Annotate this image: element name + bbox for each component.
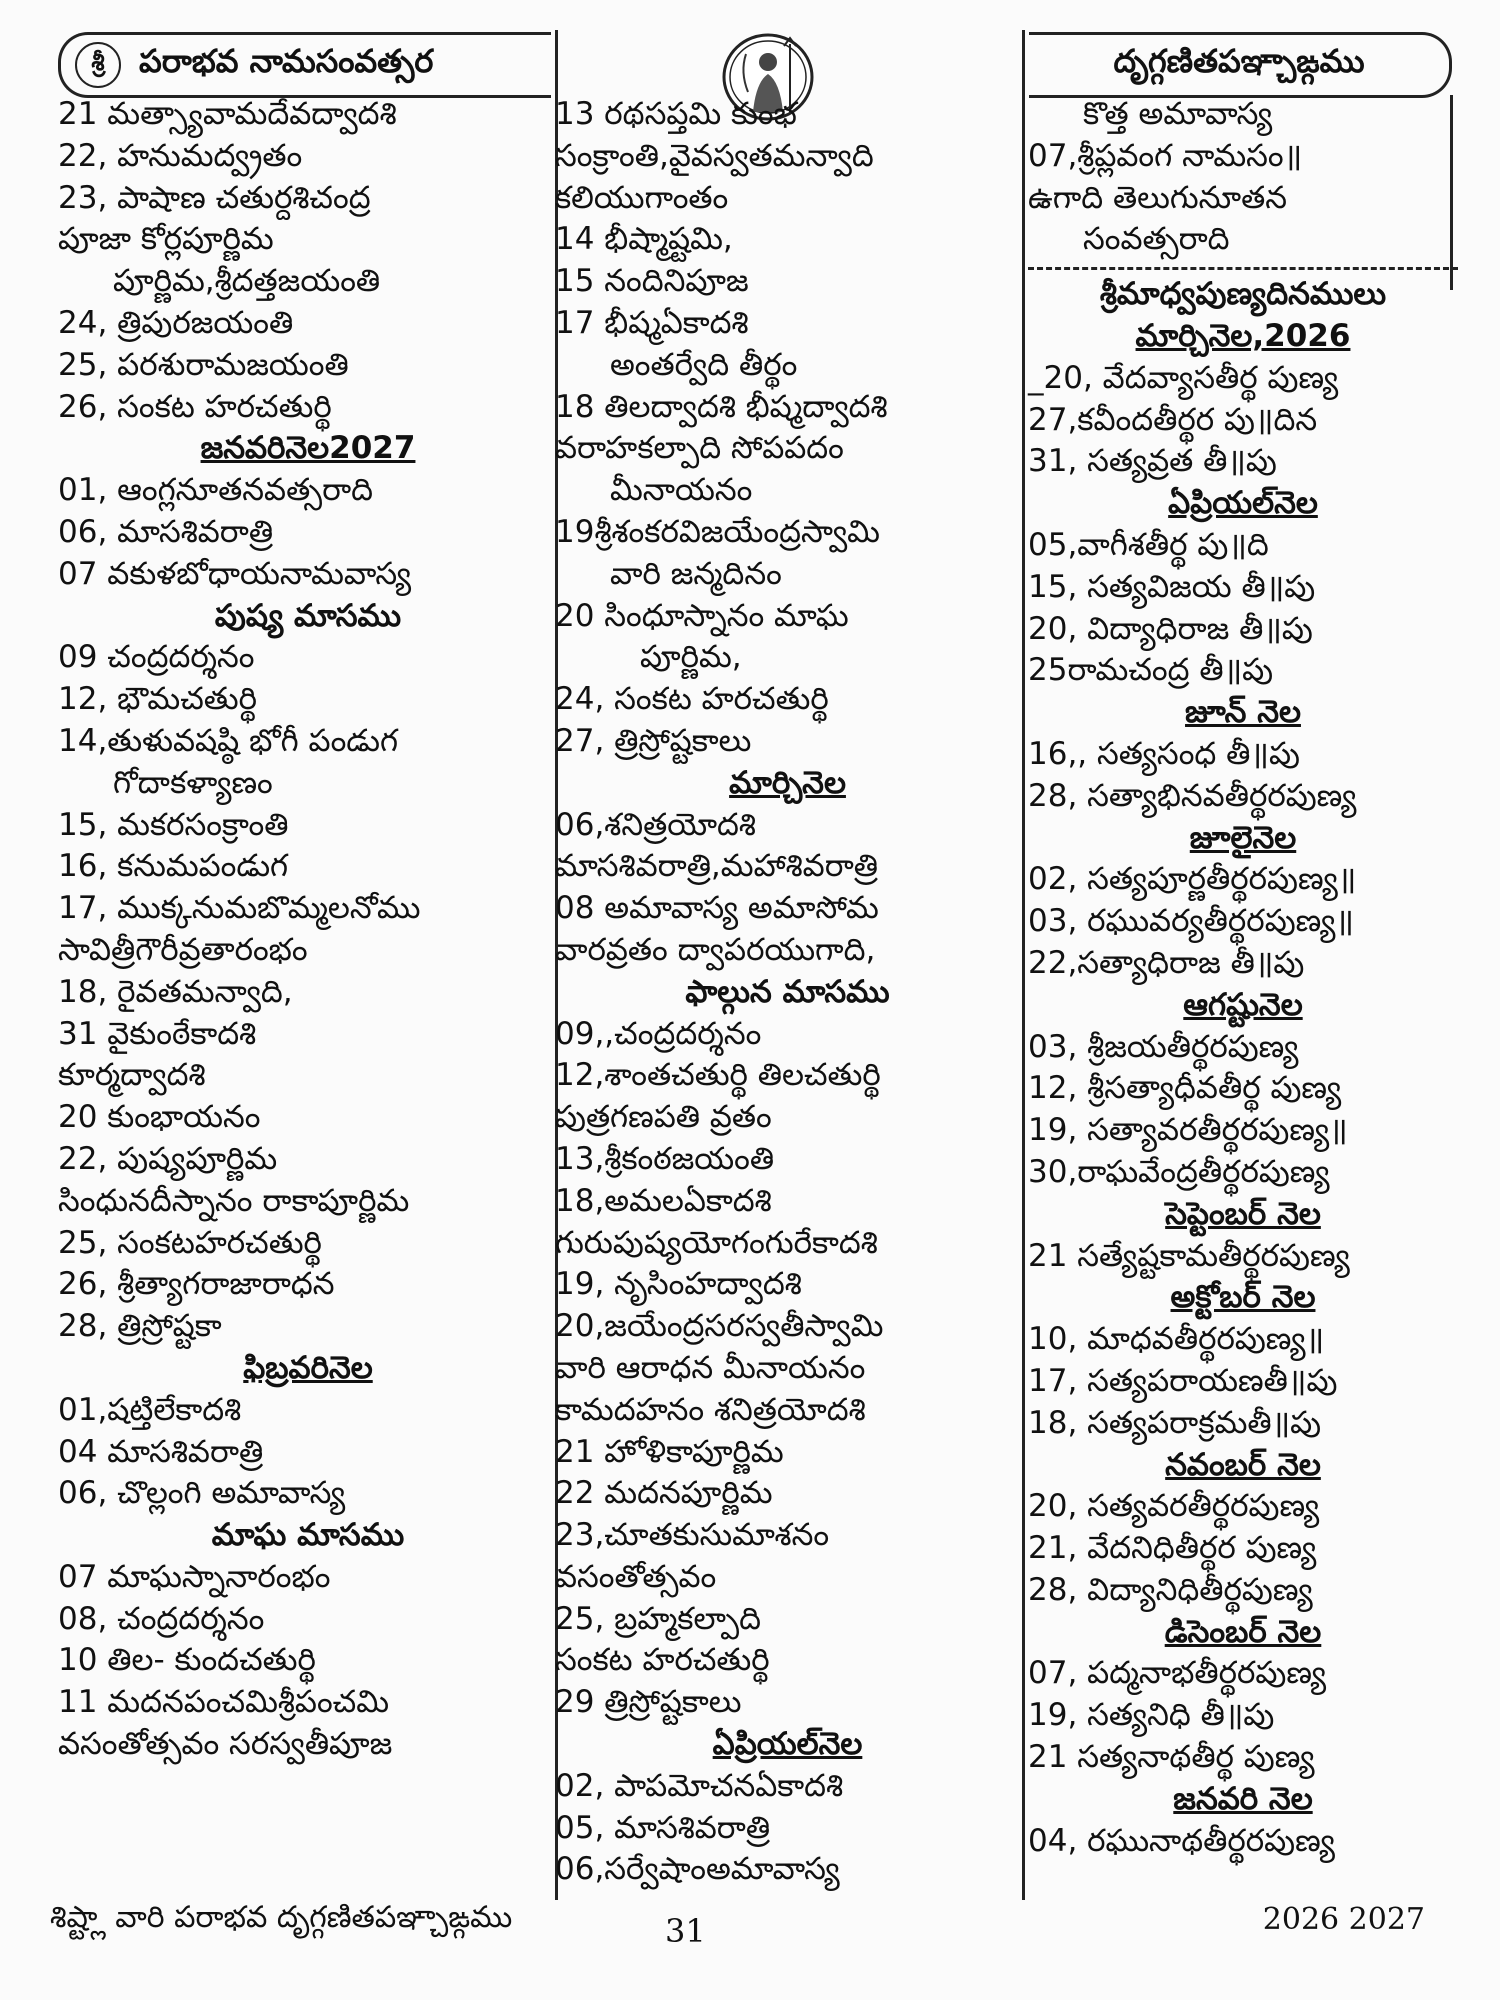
festival-entry: వారి ఆరాధన మీనాయనం — [555, 1349, 866, 1386]
festival-entry: 31 వైకుంఠేకాదశి — [58, 1015, 257, 1052]
section-heading: మార్చినెల,2026 — [1135, 317, 1351, 354]
festival-entry: గురుపుష్యయోగంగురేకాదశి — [555, 1224, 878, 1261]
festival-entry: 23,చూతకుసుమాశనం — [555, 1517, 830, 1554]
festival-entry: 16,, సత్యసంధ తీ॥పు — [1028, 735, 1300, 772]
festival-entry: 12, భౌమచతుర్థి — [58, 681, 257, 718]
festival-entry: 05, మాసశివరాత్రి — [555, 1809, 771, 1846]
festival-entry: సింధునదీస్నానం రాకాపూర్ణిమ — [58, 1182, 410, 1219]
festival-entry: 18, రైవతమన్వాది, — [58, 973, 293, 1010]
festival-entry: 10, మాధవతీర్థరపుణ్య॥ — [1028, 1321, 1325, 1358]
section-heading: పుష్య మాసము — [214, 597, 402, 634]
header-left-banner — [58, 32, 551, 98]
column-divider-2 — [1022, 30, 1025, 1900]
festival-entry: 25, పరశురామజయంతి — [58, 346, 349, 383]
festival-entry: 31, సత్యవ్రత తీ॥పు — [1028, 443, 1277, 480]
column-2 — [555, 94, 1020, 1891]
festival-entry: 20, విద్యాధిరాజ తీ॥పు — [1028, 610, 1313, 647]
festival-entry: 12, శ్రీసత్యాధీవతీర్థ పుణ్య — [1028, 1070, 1342, 1107]
festival-entry: 25, సంకటహరచతుర్థి — [58, 1224, 322, 1261]
festival-entry: 09,,చంద్రదర్శనం — [555, 1015, 762, 1052]
festival-entry: 20, సత్యవరతీర్థరపుణ్య — [1028, 1488, 1320, 1525]
festival-entry: 01, ఆంగ్లనూతనవత్సరాది — [58, 472, 374, 509]
festival-entry: 23, పాషాణ చతుర్దశిచంద్ర — [58, 179, 371, 216]
festival-entry: 07,శ్రీప్లవంగ నామసం॥ — [1028, 137, 1303, 174]
festival-entry: ఉగాది తెలుగునూతన — [1028, 179, 1288, 216]
section-heading: డిసెంబర్ నెల — [1164, 1613, 1322, 1650]
sri-symbol: శ్రీ — [75, 42, 121, 88]
festival-entry: 07 మాఘస్నానారంభం — [58, 1558, 331, 1595]
column-3 — [1028, 94, 1458, 1862]
festival-entry: 15, మకరసంక్రాంతి — [58, 806, 289, 843]
festival-entry: పూజా కోర్లపూర్ణిమ — [58, 221, 274, 258]
festival-entry: 20 కుంభాయనం — [58, 1099, 261, 1136]
festival-entry: 19శ్రీశంకరవిజయేంద్రస్వామి — [555, 513, 880, 550]
festival-entry: 26, సంకట హరచతుర్థి — [58, 388, 332, 425]
header-right-title: దృగ్గణితపఞ్చాఙ్గము — [1113, 42, 1365, 80]
section-heading: ఫిబ్రవరినెల — [243, 1349, 373, 1386]
festival-entry: 18 తిలద్వాదశి భీష్మద్వాదశి — [555, 388, 888, 425]
section-heading: ఫాల్గున మాసము — [685, 973, 890, 1010]
festival-entry: 14,తుళువషష్ఠి భోగీ పండుగ — [58, 722, 399, 759]
festival-entry: 22, హనుమద్వ్రతం — [58, 137, 303, 174]
festival-entry: 06,శనిత్రయోదశి — [555, 806, 756, 843]
festival-entry: 13 రథసప్తమి కుంభ — [555, 96, 797, 132]
festival-entry: 25రామచంద్ర తీ॥పు — [1028, 652, 1274, 689]
festival-entry: 27,కవీందతీర్థర పు॥దిన — [1028, 401, 1318, 438]
header-left-title: పరాభవ నామసంవత్సర — [139, 42, 434, 80]
festival-entry: 24, సంకట హరచతుర్థి — [555, 681, 829, 718]
festival-entry: కలియుగాంతం — [555, 179, 729, 216]
festival-entry: 07, పద్మనాభతీర్థరపుణ్య — [1028, 1655, 1327, 1692]
festival-entry: 29 త్రిస్రోష్టకాలు — [555, 1684, 742, 1721]
footer-years: 2026 2027 — [1262, 1902, 1425, 1937]
festival-entry: సంకట హరచతుర్థి — [555, 1642, 770, 1679]
section-heading: నవంబర్ నెల — [1165, 1446, 1321, 1483]
header-right-banner — [1029, 32, 1452, 98]
festival-entry: 17, సత్యపరాయణతీ॥పు — [1028, 1362, 1338, 1399]
festival-entry: 04 మాసశివరాత్రి — [58, 1433, 264, 1470]
festival-entry: 22,సత్యాధిరాజ తీ॥పు — [1028, 944, 1305, 981]
festival-entry: వరాహకల్పాది సోపపదం — [555, 430, 844, 467]
section-heading: ఆగష్టునెల — [1183, 986, 1303, 1023]
festival-entry: 03, శ్రీజయతీర్థరపుణ్య — [1028, 1028, 1299, 1065]
festival-entry: గోదాకళ్యాణం — [113, 764, 273, 801]
festival-entry: మీనాయనం — [610, 472, 753, 509]
festival-entry: సావిత్రీగౌరీవ్రతారంభం — [58, 931, 308, 968]
festival-entry: 28, విద్యానిధితీర్థపుణ్య — [1028, 1571, 1313, 1608]
section-heading: శ్రీమాధ్వపుణ్యదినములు — [1099, 276, 1387, 313]
festival-entry: మాసశివరాత్రి,మహాశివరాత్రి — [555, 848, 878, 885]
festival-entry: 15, సత్యవిజయ తీ॥పు — [1028, 568, 1316, 605]
section-heading: జూలైనెల — [1189, 819, 1297, 856]
festival-entry: సంవత్సరాది — [1083, 221, 1230, 258]
festival-entry: 17, ముక్కనుమబొమ్మలనోము — [58, 890, 421, 927]
festival-entry: 03, రఘువర్యతీర్థరపుణ్య॥ — [1028, 903, 1355, 940]
festival-entry: అంతర్వేది తీర్థం — [610, 346, 798, 383]
festival-entry: 22, పుష్యపూర్ణిమ — [58, 1140, 278, 1177]
festival-entry: 11 మదనపంచమిశ్రీపంచమి — [58, 1684, 390, 1721]
festival-entry: 28, త్రిస్రోష్టకా — [58, 1308, 222, 1345]
festival-entry: 28, సత్యాభినవతీర్థరపుణ్య — [1028, 777, 1357, 814]
festival-entry: కొత్త అమావాస్య — [1083, 96, 1273, 132]
festival-entry: 15 నందినిపూజ — [555, 263, 749, 300]
festival-entry: 20 సింధూస్నానం మాఘ — [555, 597, 849, 634]
section-heading: మార్చినెల — [729, 764, 846, 801]
festival-entry: 22 మదనపూర్ణిమ — [555, 1475, 773, 1512]
column-1 — [58, 94, 558, 1766]
festival-entry: సంక్రాంతి,వైవస్వతమన్వాది — [555, 137, 874, 174]
festival-entry: 09 చంద్రదర్శనం — [58, 639, 255, 676]
section-heading: అక్టోబర్ నెల — [1170, 1279, 1316, 1316]
festival-entry: 05,వాగీశతీర్థ పు॥ది — [1028, 526, 1269, 563]
section-heading: జనవరి నెల — [1173, 1780, 1313, 1817]
festival-entry: 06, మాసశివరాత్రి — [58, 513, 274, 550]
festival-entry: వసంతోత్సవం సరస్వతీపూజ — [58, 1726, 393, 1763]
festival-entry: కామదహనం శనిత్రయోదశి — [555, 1391, 866, 1428]
festival-entry: వారవ్రతం ద్వాపరయుగాది, — [555, 931, 876, 968]
festival-entry: 16, కనుమపండుగ — [58, 848, 289, 885]
festival-entry: కూర్మద్వాదశి — [58, 1057, 206, 1094]
festival-entry: వారి జన్మదినం — [610, 555, 782, 592]
page-header — [58, 32, 1452, 92]
festival-entry: 06, చొల్లంగి అమావాస్య — [58, 1475, 346, 1512]
festival-entry: 08 అమావాస్య అమాసోమ — [555, 890, 879, 927]
festival-entry: 21, వేదనిధితీర్థర పుణ్య — [1028, 1530, 1317, 1567]
dashed-separator — [1028, 267, 1458, 270]
footer-publisher: శిష్ట్లా వారి పరాభవ దృగ్గణితపఞ్చాఙ్గము — [50, 1900, 513, 1935]
section-heading: మాఘ మాసము — [211, 1517, 405, 1554]
festival-entry: 27, త్రిస్రోష్టకాలు — [555, 722, 752, 759]
festival-entry: _20, వేదవ్యాసతీర్థ పుణ్య — [1028, 359, 1339, 396]
festival-entry: 19, నృసింహద్వాదశి — [555, 1266, 802, 1303]
festival-entry: 24, త్రిపురజయంతి — [58, 304, 294, 341]
section-heading: జూన్ నెల — [1185, 694, 1301, 731]
festival-entry: 21 సత్యనాథతీర్థ పుణ్య — [1028, 1739, 1315, 1776]
festival-entry: పుత్రగణపతి వ్రతం — [555, 1099, 772, 1136]
festival-entry: పూర్ణిమ,శ్రీదత్తజయంతి — [113, 263, 381, 300]
section-heading: జనవరినెల2027 — [200, 430, 416, 467]
festival-entry: 06,సర్వేషాంఅమావాస్య — [555, 1851, 840, 1888]
festival-entry: 12,శాంతచతుర్థి తిలచతుర్థి — [555, 1057, 881, 1094]
festival-entry: 02, సత్యపూర్ణతీర్థరపుణ్య॥ — [1028, 861, 1357, 898]
section-heading: సెప్టెంబర్ నెల — [1165, 1195, 1321, 1232]
festival-entry: 18, సత్యపరాక్రమతీ॥పు — [1028, 1404, 1322, 1441]
festival-entry: 13,శ్రీకంఠజయంతి — [555, 1140, 775, 1177]
festival-entry: 10 తిల- కుందచతుర్థి — [58, 1642, 316, 1679]
festival-entry: 19, సత్యావరతీర్థరపుణ్య॥ — [1028, 1112, 1348, 1149]
festival-entry: 18,అమలఏకాదశి — [555, 1182, 772, 1219]
festival-entry: 21 సత్యేష్టకామతీర్థరపుణ్య — [1028, 1237, 1350, 1274]
festival-entry: 25, బ్రహ్మకల్పాది — [555, 1600, 762, 1637]
festival-entry: 07 వకుళబోధాయనామవాస్య — [58, 555, 412, 592]
festival-entry: 21 హోళికాపూర్ణిమ — [555, 1433, 784, 1470]
festival-entry: 20,జయేంద్రసరస్వతీస్వామి — [555, 1308, 884, 1345]
festival-entry: 19, సత్యనిధి తీ॥పు — [1028, 1697, 1275, 1734]
festival-entry: 08, చంద్రదర్శనం — [58, 1600, 265, 1637]
festival-entry: వసంతోత్సవం — [555, 1558, 717, 1595]
festival-entry: 04, రఘునాథతీర్థరపుణ్య — [1028, 1822, 1335, 1859]
festival-entry: 02, పాపమోచనఏకాదశి — [555, 1767, 844, 1804]
section-heading: ఏప్రియల్‌నెల — [1168, 485, 1318, 522]
festival-entry: 26, శ్రీత్యాగరాజారాధన — [58, 1266, 335, 1303]
festival-entry: 01,షట్తిలేకాదశి — [58, 1391, 242, 1428]
page-number: 31 — [665, 1912, 706, 1950]
festival-entry: 21 మత్స్యావామదేవద్వాదశి — [58, 96, 397, 132]
festival-entry: పూర్ణిమ, — [640, 639, 742, 676]
festival-entry: 14 భీష్మాష్టమి, — [555, 221, 733, 258]
festival-entry: 17 భీష్మఏకాదశి — [555, 304, 749, 341]
section-heading: ఏప్రియల్‌నెల — [712, 1726, 863, 1763]
festival-entry: 30,రాఘవేంద్రతీర్థరపుణ్య — [1028, 1153, 1330, 1190]
